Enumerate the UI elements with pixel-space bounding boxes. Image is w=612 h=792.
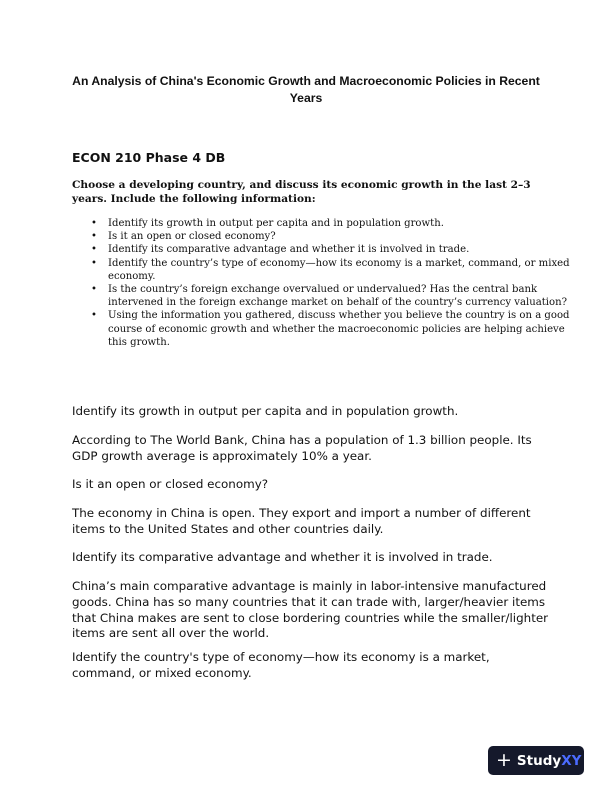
question-heading: Is it an open or closed economy? (72, 477, 269, 491)
list-item: • Is the country’s foreign exchange overvalued or undervalued? Has the central bank intervened in the foreign exchange market on behalf of the country’s currency valuation? (108, 283, 578, 309)
list-item: • Identify its comparative advantage and whether it is involved in trade. (108, 243, 578, 256)
course-heading: ECON 210 Phase 4 DB (72, 150, 226, 165)
answer-paragraph: China’s main comparative advantage is mainly in labor-intensive manufactured goods. China has so many countries that it can trade with, larger/heavier items that China makes are sent to close bordering countries while the smaller/lighter items are sent all over the world. (72, 579, 549, 641)
brand-logo-text: StudyXY (516, 752, 582, 769)
list-item: • Identify the country’s type of economy—how its economy is a market, command, or mixed economy. (108, 257, 578, 283)
answer-paragraph: According to The World Bank, China has a population of 1.3 billion people. Its GDP growth average is approximately 10% a year. (72, 433, 532, 463)
question-heading: Identify its comparative advantage and whether it is involved in trade. (72, 550, 493, 564)
assignment-prompt: Choose a developing country, and discuss its economic growth in the last 2–3 years. Include the following information: (72, 179, 531, 205)
document-title: An Analysis of China's Economic Growth and Macroeconomic Policies in Recent Years (72, 74, 540, 105)
answer-paragraph: The economy in China is open. They export and import a number of different items to the United States and other countries daily. (72, 506, 531, 536)
plus-icon: + (496, 749, 512, 771)
list-item: • Using the information you gathered, discuss whether you believe the country is on a good course of economic growth and whether the macroeconomic policies are helping achieve this growth. (108, 309, 578, 349)
studyxy-badge[interactable] (488, 746, 584, 775)
list-item: • Is it an open or closed economy? (108, 230, 578, 243)
list-item: • Identify its growth in output per capita and in population growth. (108, 217, 578, 230)
question-heading: Identify the country's type of economy—how its economy is a market, command, or mixed economy. (72, 650, 490, 680)
assignment-bullet-list (72, 217, 578, 349)
question-heading: Identify its growth in output per capita and in population growth. (72, 404, 459, 418)
